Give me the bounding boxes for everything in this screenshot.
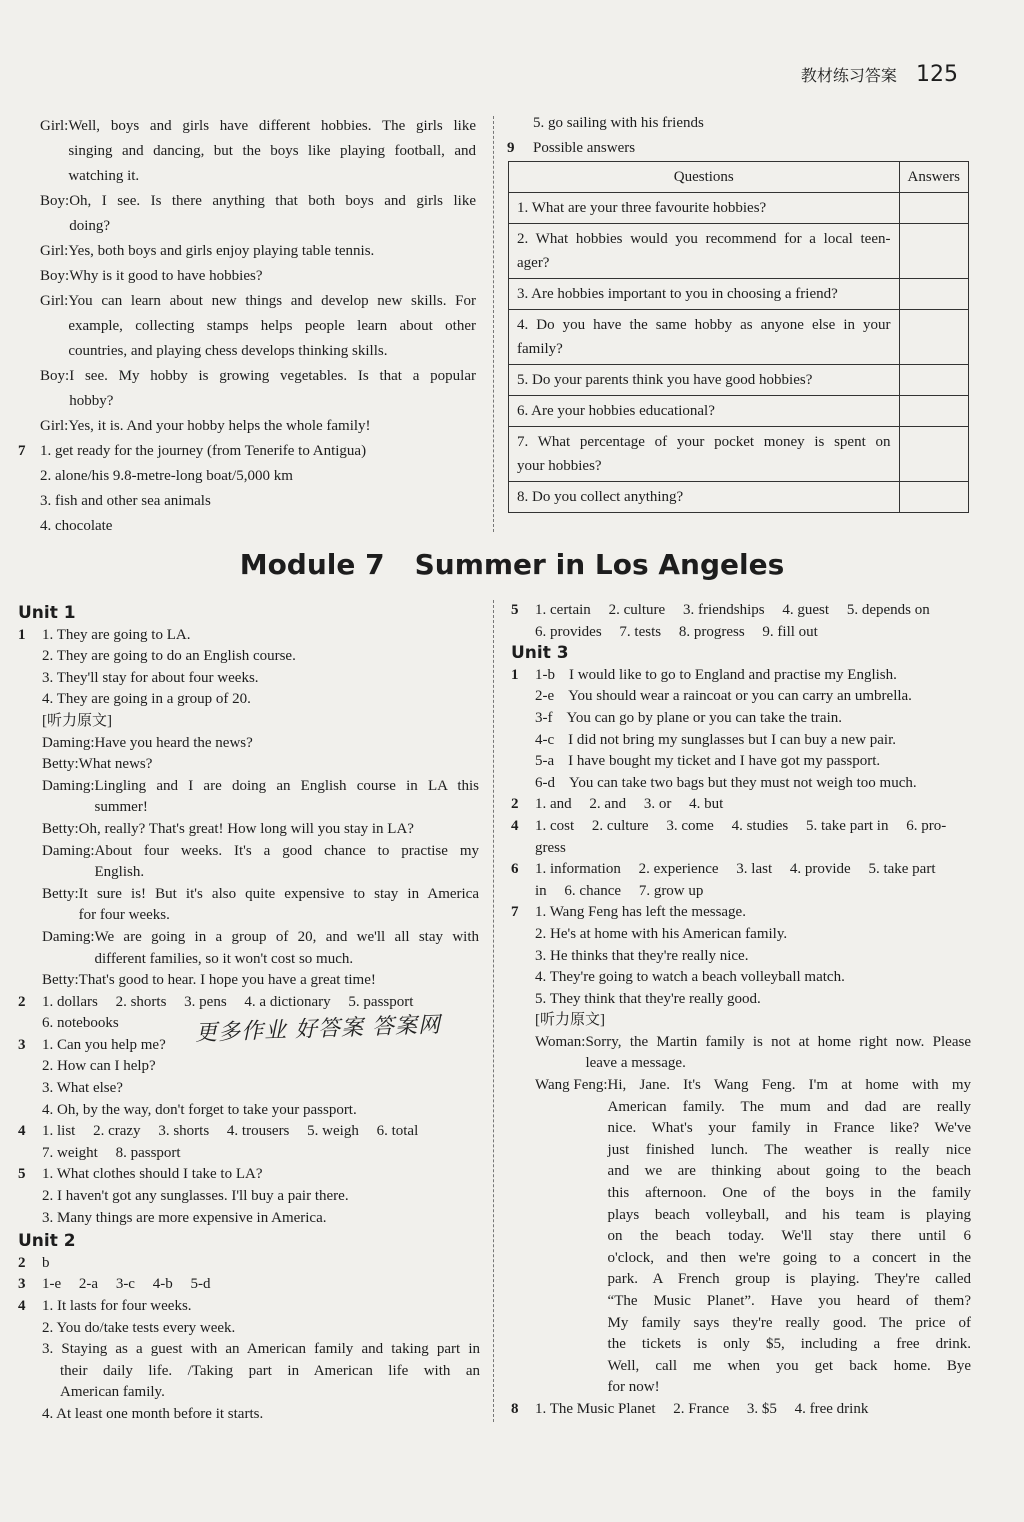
- listening-label: [听力原文]: [42, 712, 112, 729]
- page-number: 125: [916, 62, 958, 87]
- unit-3-title: Unit 3: [511, 643, 569, 664]
- unit-2-title: Unit 2: [18, 1231, 76, 1252]
- questions-table: [508, 161, 969, 513]
- table-row: 7. What percentage of your pocket money is spent on your hobbies?: [509, 427, 969, 482]
- unit3-dialogue: Woman: Sorry, the Martin family is not at home right now. Please leave a message. Wang Feng: Hi, Jane. It's Wang Feng. I'm at home with my American family. The mum and dad are really nice. What's your family in France like? We've just finished lunch. The weather is really nice and we are thinking about going to the beach this afternoon. One of the boys in the family plays beach volleyball, and his team is playing on the beach today. We'll stay there until 6 o'clock, and then we're going to a concert in the park. A French group is playing. They're called “The Music Planet”. Have you heard of them? My family says they're really good. The price of the tickets is only $5, including a free drink. Well, call me when you get back home. Bye for now!: [535, 1033, 971, 1396]
- table-row: 4. Do you have the same hobby as anyone else in your family?: [509, 310, 969, 365]
- table-row: 3. Are hobbies important to you in choosing a friend?: [509, 279, 969, 310]
- table-row: 8. Do you collect anything?: [509, 482, 969, 513]
- listening-label: [听力原文]: [535, 1012, 605, 1029]
- unit2-question-4: 4 1. It lasts for four weeks. 2. You do/take tests every week. 3. Staying as a guest with an American family and taking part in their daily life. /Taking part in American life with an American family. 4. At least one month before it starts.: [18, 1298, 480, 1422]
- table-row: 6. Are your hobbies educational?: [509, 396, 969, 427]
- unit1-question-5: 5 1. What clothes should I take to LA? 2. I haven't got any sunglasses. I'll buy a pair there. 3. Many things are more expensive in America.: [18, 1166, 349, 1226]
- question-5-right: 5 1. certain 2. culture 3. friendships 4. guest 5. depends on 6. provides 7. tests 8. progress 9. fill out: [511, 602, 930, 640]
- question-9: 9 Possible answers: [507, 140, 636, 156]
- unit3-question-1: 1 1-b I would like to go to England and practise my English. 2-e You should wear a raincoat or you can carry an umbrella. 3-f You can go by plane or you can take the train. 4-c I did not bring my sunglasses but I can buy a new pair. 5-a I have bought my ticket and I have got my passport. 6-d You can take two bags but they must not weigh too much.: [511, 666, 917, 791]
- dialogue-line: Girl: Well, boys and girls have different hobbies. The girls like singing and dancing, but the boys like playing football, and watching it.: [40, 118, 476, 184]
- module-heading: [0, 548, 1024, 581]
- dialogue-line: Girl: You can learn about new things and develop new skills. For example, collecting stamps helps people learn about other countries, and playing chess develops thinking skills.: [40, 293, 476, 359]
- table-header-questions: Questions: [509, 162, 900, 193]
- page-header-title: 教材练习答案: [800, 66, 897, 85]
- unit3-question-8: 8 1. The Music Planet 2. France 3. $5 4. free drink: [511, 1400, 869, 1417]
- answer-cell: [899, 482, 969, 513]
- unit1-question-1: 1 1. They are going to LA. 2. They are going to do an English course. 3. They'll stay for about four weeks. 4. They are going in a group of 20. [听力原文] Daming: Have you heard the news? Betty: What news? Daming: Lingling and I are doing an English course in LA this summer! Betty: Oh, really? That's great! How long will you stay in LA? Daming: About four weeks. It's a good chance to practise my English. Betty: It sure is! But it's also quite expensive to stay in America for four weeks. Daming: We are going in a group of 20, and we'll all stay with different families, so it won't cost so much. Betty: That's good to hear. I hope you have a great time!: [18, 625, 482, 992]
- unit-1-title: Unit 1: [18, 603, 76, 623]
- unit1-question-4: 4 1. list 2. crazy 3. shorts 4. trousers 5. weigh 6. total 7. weight 8. passport: [18, 1123, 419, 1161]
- top-right-column: 5. go sailing with his friends 9 Possible answers: [533, 111, 973, 161]
- unit1-question-2: 2 1. dollars 2. shorts 3. pens 4. a dictionary 5. passport 6. notebooks: [18, 993, 414, 1032]
- dialogue-line: Boy: Oh, I see. Is there anything that both boys and girls like doing?: [40, 193, 476, 234]
- answer-cell: [899, 396, 969, 427]
- unit3-question-6: 6 1. information 2. experience 3. last 4. provide 5. take part in 6. chance 7. grow up: [511, 861, 936, 899]
- handwritten-note: 更多作业 好答案 答案网: [194, 1012, 442, 1047]
- answer-cell: [899, 224, 969, 279]
- table-header-row: [509, 162, 969, 193]
- unit3-question-7: 7 1. Wang Feng has left the message. 2. He's at home with his American family. 3. He thinks that they're really nice. 4. They're going to watch a beach volleyball match. 5. They think that they're really good. [听力原文] Woman: Sorry, the Martin family is not at home right now. Please leave a message. Wang Feng: Hi, Jane. It's Wang Feng. I'm at home with my American family. The mum and dad are really nice. What's your family in France like? We've just finished lunch. The weather is really nice and we are thinking about going to the beach this afternoon. One of the boys in the family plays beach volleyball, and his team is playing on the beach today. We'll stay there until 6 o'clock, and then we're going to a concert in the park. A French group is playing. They're called “The Music Planet”. Have you heard of them? My family says they're really good. The price of the tickets is only $5, including a free drink. Well, call me when you get back home. Bye for now!: [511, 902, 973, 1399]
- unit1-dialogue: Daming: Have you heard the news? Betty: What news? Daming: Lingling and I are doing an English course in LA this summer! Betty: Oh, really? That's great! How long will you stay in LA? Daming: About four weeks. It's a good chance to practise my English. Betty: It sure is! But it's also quite expensive to stay in America for four weeks. Daming: We are going in a group of 20, and we'll all stay with different families, so it won't cost so much. Betty: That's good to hear. I hope you have a great time!: [42, 734, 479, 989]
- module-number: Module 7: [239, 548, 385, 581]
- dialogue-line: Girl: Yes, it is. And your hobby helps the whole family!: [40, 418, 371, 434]
- answer-cell: [899, 427, 969, 482]
- column-divider-bottom: [493, 600, 494, 1422]
- question-7: 7 1. get ready for the journey (from Tenerife to Antigua) 2. alone/his 9.8-metre-long boat/5,000 km 3. fish and other sea animals 4. chocolate: [18, 443, 367, 534]
- module-title: Summer in Los Angeles: [414, 548, 785, 581]
- bottom-right-column: [511, 600, 973, 1421]
- dialogue-line: Boy: Why is it good to have hobbies?: [40, 268, 263, 284]
- page-header: [801, 62, 958, 87]
- column-divider-top: [493, 116, 494, 532]
- unit3-question-4: 4 1. cost 2. culture 3. come 4. studies 5. take part in 6. pro- gress: [511, 817, 947, 856]
- table-row: 1. What are your three favourite hobbies?: [509, 193, 969, 224]
- answer-cell: [899, 365, 969, 396]
- dialogue-line: Girl: Yes, both boys and girls enjoy playing table tennis.: [40, 243, 375, 259]
- answer-cell: [899, 279, 969, 310]
- top-left-column: [18, 114, 476, 539]
- answer-cell: [899, 310, 969, 365]
- answer-cell: [899, 193, 969, 224]
- dialogue-line: Boy: I see. My hobby is growing vegetables. Is that a popular hobby?: [40, 368, 476, 409]
- table-row: 5. Do your parents think you have good hobbies?: [509, 365, 969, 396]
- unit3-question-2: 2 1. and 2. and 3. or 4. but: [511, 796, 724, 813]
- unit2-question-2: 2 b: [18, 1254, 50, 1271]
- unit1-question-3: 3 1. Can you help me? 2. How can I help? 3. What else? 4. Oh, by the way, don't forget to take your passport.: [18, 1036, 357, 1118]
- unit2-question-3: 3 1-e 2-a 3-c 4-b 5-d: [18, 1276, 211, 1293]
- table-header-answers: Answers: [899, 162, 969, 193]
- table-row: 2. What hobbies would you recommend for a local teen- ager?: [509, 224, 969, 279]
